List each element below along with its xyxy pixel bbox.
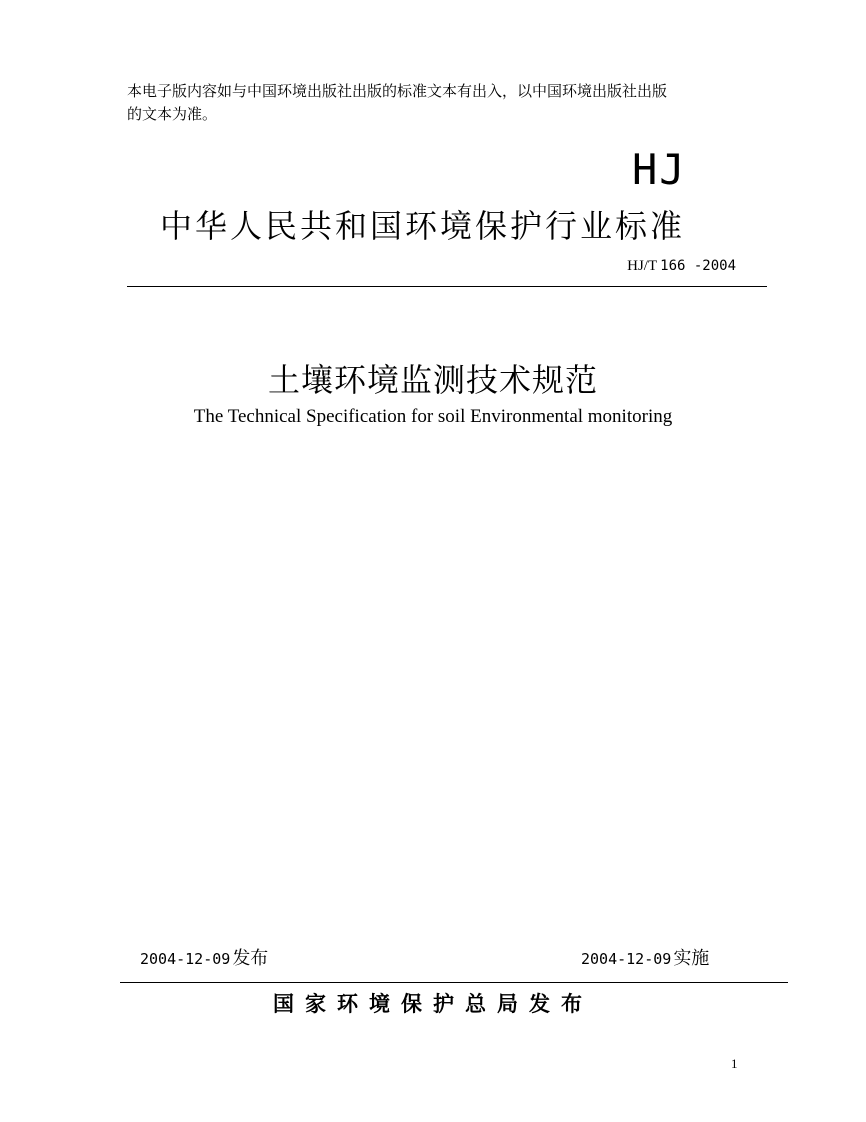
document-title-english: The Technical Specification for soil Environmental monitoring (193, 406, 673, 427)
disclaimer-line-1: 本电子版内容如与中国环境出版社出版的标准文本有出入，以中国环境出版社出版 (127, 82, 668, 100)
footer-divider (120, 982, 788, 983)
issue-date-label: 发布 (232, 948, 269, 969)
disclaimer-notice (127, 80, 767, 126)
page-number: 1 (731, 1056, 738, 1071)
issue-date (140, 948, 268, 970)
effective-date-label: 实施 (673, 948, 710, 969)
effective-date (581, 948, 709, 970)
standard-number-prefix: HJ/T (627, 258, 658, 274)
standard-number-value: 166 -2004 (660, 258, 736, 274)
publisher-name: 国家环境保护总局发布 (273, 992, 593, 1016)
industry-standard-heading: 中华人民共和国环境保护行业标准 (160, 207, 686, 245)
standard-number (627, 256, 736, 275)
disclaimer-line-2: 的文本为准。 (127, 105, 218, 123)
effective-date-value: 2004-12-09 (581, 950, 672, 968)
header-divider (127, 286, 767, 287)
standard-mark: HJ (632, 145, 687, 194)
document-title-chinese: 土壤环境监测技术规范 (267, 361, 598, 399)
issue-date-value: 2004-12-09 (140, 950, 231, 968)
